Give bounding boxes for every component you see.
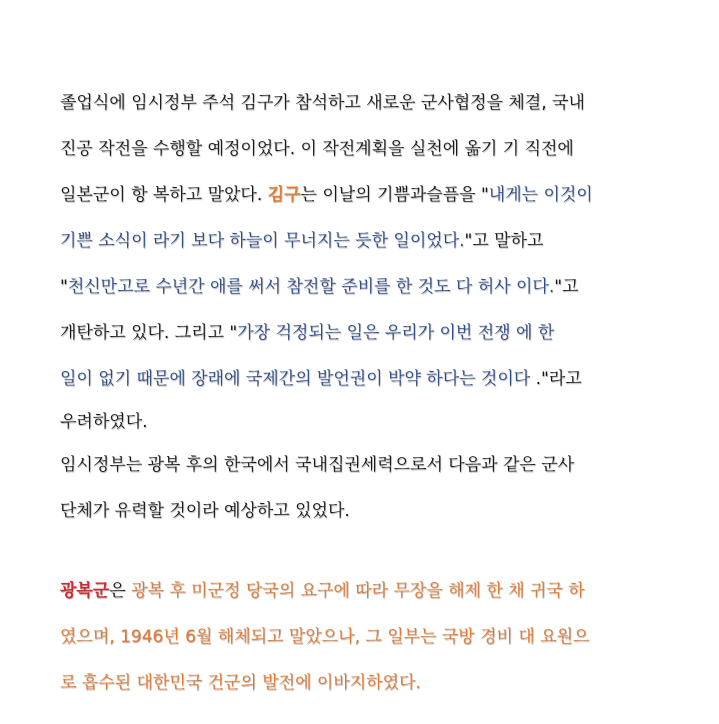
quote-text: 가장 걱정되는 일은 우리가 이번 전쟁 에 한 xyxy=(237,323,555,343)
text-line xyxy=(60,80,670,126)
highlight-name-kimgu: 김구 xyxy=(267,185,301,205)
body-text: 졸업식에 임시정부 주석 김구가 참석하고 새로운 군사협정을 체결, 국내 xyxy=(60,93,585,113)
text-line xyxy=(60,614,670,660)
text-line xyxy=(60,310,670,356)
orange-text: 로 흡수된 대한민국 건군의 발전에 이바지하였다. xyxy=(60,673,421,693)
quote-text: 천신만고로 수년간 애를 써서 참전할 준비를 한 것도 다 허사 이다. xyxy=(67,277,555,297)
body-text: 진공 작전을 수행할 예정이었다. 이 작전계획을 실천에 옮기 기 직전에 xyxy=(60,139,574,159)
text-line xyxy=(60,218,670,264)
quote-text: 기쁜 소식이 라기 보다 하늘이 무너지는 듯한 일이었다. xyxy=(60,231,465,251)
body-text: 단체가 유력할 것이라 예상하고 있었다. xyxy=(60,501,350,521)
body-text: 는 이날의 기쁨과슬픔을 " xyxy=(300,185,489,205)
body-text: "고 말하고 xyxy=(464,231,544,251)
document-body xyxy=(60,80,670,706)
text-line xyxy=(60,172,670,218)
paragraph-gap xyxy=(60,534,670,568)
orange-text: 였으며, 1946년 6월 해체되고 말았으나, 그 일부는 국방 경비 대 요원으 xyxy=(60,627,590,647)
text-line xyxy=(60,126,670,172)
text-line xyxy=(60,402,670,442)
body-text: 일본군이 항 복하고 말았다. xyxy=(60,185,268,205)
body-text: 개탄하고 있다. 그리고 " xyxy=(60,323,238,343)
body-text: 은 xyxy=(109,581,132,601)
text-line xyxy=(60,442,670,488)
text-line xyxy=(60,660,670,706)
quote-text: 내게는 이것이 xyxy=(488,185,593,205)
text-line xyxy=(60,568,670,614)
body-text: ."라고 xyxy=(535,369,582,389)
body-text: "고 xyxy=(554,277,579,297)
orange-text: 광복 후 미군정 당국의 요구에 따라 무장을 해제 한 채 귀국 하 xyxy=(131,581,585,601)
body-text: 우려하였다. xyxy=(60,412,148,432)
body-text: 임시정부는 광복 후의 한국에서 국내집권세력으로서 다음과 같은 군사 xyxy=(60,455,575,475)
quote-text: 일이 없기 때문에 장래에 국제간의 발언권이 박약 하다는 것이다 xyxy=(60,369,536,389)
text-line xyxy=(60,488,670,534)
text-line xyxy=(60,264,670,310)
body-text: " xyxy=(60,277,68,297)
highlight-name-gwangbokgun: 광복군 xyxy=(60,581,110,601)
text-line xyxy=(60,356,670,402)
